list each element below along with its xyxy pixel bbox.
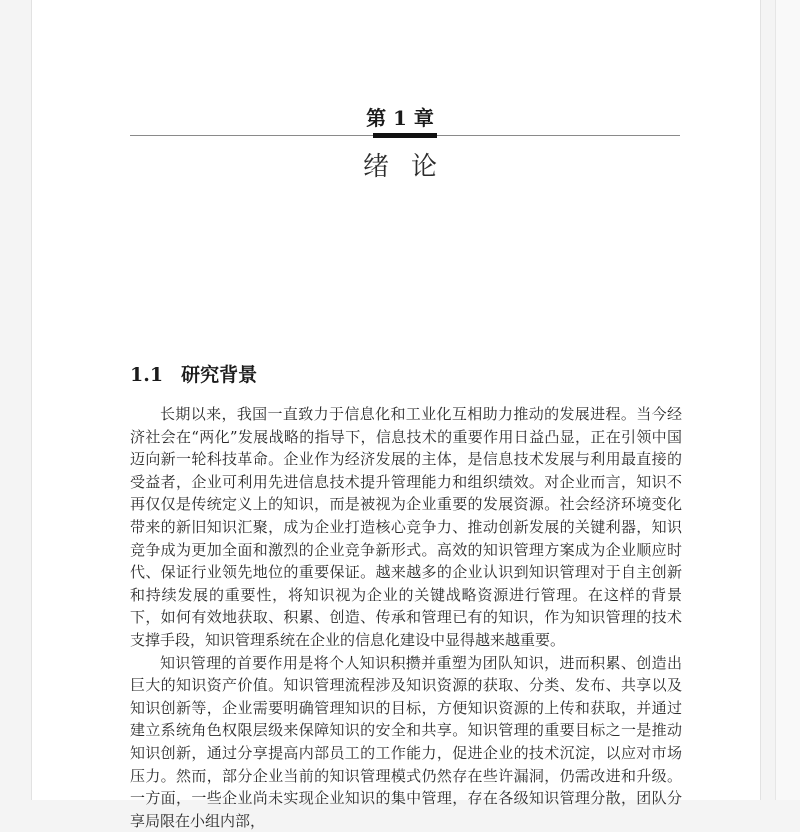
chapter-title: 绪论 [362,152,459,182]
chapter-number: 第 1 章 [366,106,434,130]
body-text [130,403,682,832]
paragraph: 长期以来，我国一直致力于信息化和工业化互相助力推动的发展进程。当今经济社会在“两化”发展战略的指导下，信息技术的重要作用日益凸显，正在引领中国迈向新一轮科技革命。企业作为经济发展的主体，是信息技术发展与利用最直接的受益者，企业可利用先进信息技术提升管理能力和组织绩效。对企业而言，知识不再仅仅是传统定义上的知识，而是被视为企业重要的发展资源。社会经济环境变化带来的新旧知识汇聚，成为企业打造核心竞争力、推动创新发展的关键利器，知识竞争成为更加全面和激烈的企业竞争新形式。高效的知识管理方案成为企业顺应时代、保证行业领先地位的重要保证。越来越多的企业认识到知识管理对于自主创新和持续发展的重要性，将知识视为企业的关键战略资源进行管理。在这样的背景下，如何有效地获取、积累、创造、传承和管理已有的知识，作为知识管理的技术支撑手段，知识管理系统在企业的信息化建设中显得越来越重要。 [130,405,682,649]
section-number: 1.1 [130,364,164,386]
section-heading [130,360,257,387]
section-title: 研究背景 [181,364,258,386]
paragraph: 知识管理的首要作用是将个人知识积攒并重塑为团队知识，进而积累、创造出巨大的知识资产价值。知识管理流程涉及知识资源的获取、分类、发布、共享以及知识创新等，企业需要明确管理知识的目标，方便知识资源的上传和获取，并通过建立系统角色权限层级来保障知识的安全和共享。知识管理的重要目标之一是推动知识创新，通过分享提高内部员工的工作能力，促进企业的技术沉淀，以应对市场压力。然而，部分企业当前的知识管理模式仍然存在些许漏洞，仍需改进和升级。一方面，一些企业尚未实现企业知识的集中管理，存在各级知识管理分散，团队分享局限在小组内部， [130,653,682,830]
chapter-rule-accent [373,133,437,138]
